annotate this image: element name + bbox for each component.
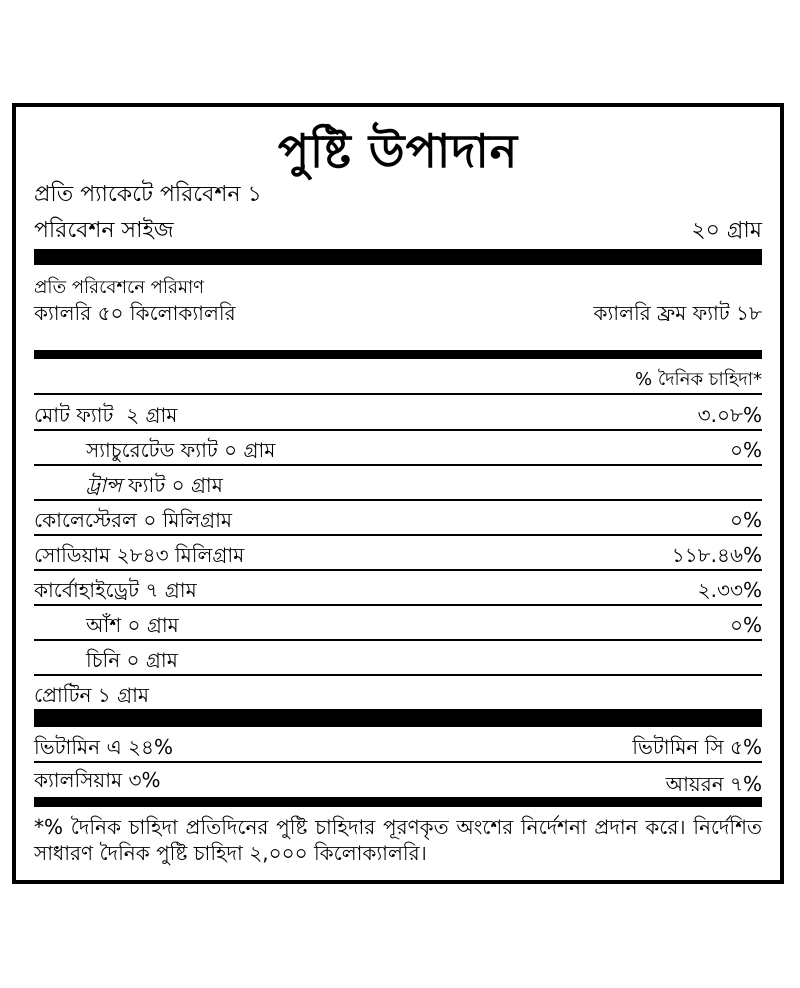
nutrient-amount: ০ গ্রাম bbox=[126, 648, 178, 672]
nutrient-amount: ফ্যাট ০ গ্রাম bbox=[128, 473, 223, 497]
thick-divider bbox=[34, 709, 762, 727]
servings-per-packet: প্রতি প্যাকেটে পরিবেশন ১ bbox=[34, 182, 262, 207]
row-divider bbox=[34, 429, 762, 431]
vitamin-c: ভিটামিন সি ৫% bbox=[632, 735, 762, 759]
row-divider bbox=[34, 604, 762, 606]
nutrient-amount: ২ গ্রাম bbox=[126, 403, 178, 427]
nutrition-label bbox=[12, 103, 784, 884]
nutrient-dv: ২.৩৩% bbox=[697, 578, 762, 602]
thick-divider bbox=[34, 249, 762, 265]
iron: আয়রন ৭% bbox=[665, 772, 762, 796]
row-divider bbox=[34, 674, 762, 676]
nutrient-dv: ০% bbox=[729, 508, 762, 532]
nutrient-name: ট্রান্স bbox=[86, 473, 122, 497]
row-divider bbox=[34, 569, 762, 571]
nutrient-amount: ০ মিলিগ্রাম bbox=[143, 508, 233, 532]
medium-divider bbox=[34, 797, 762, 807]
nutrient-amount: ০ গ্রাম bbox=[127, 613, 179, 637]
calories-from-fat: ক্যালরি ফ্রম ফ্যাট ১৮ bbox=[593, 301, 762, 325]
row-divider bbox=[34, 464, 762, 466]
nutrient-amount: ২৮৪৩ মিলিগ্রাম bbox=[116, 543, 245, 567]
label-title: পুষ্টি উপাদান bbox=[277, 124, 519, 178]
nutrient-amount: ১ গ্রাম bbox=[97, 683, 149, 707]
calcium: ক্যালসিয়াম ৩% bbox=[34, 768, 161, 792]
footnote: *% দৈনিক চাহিদা প্রতিদিনের পুষ্টি চাহিদার পূরণকৃত অংশের নির্দেশনা প্রদান করে। নির্দেশিত সাধারণ দৈনিক পুষ্টি চাহিদা ২,০০০ কিলোক্যালরি। bbox=[34, 815, 762, 865]
row-divider bbox=[34, 393, 762, 395]
nutrient-name: সোডিয়াম bbox=[34, 543, 111, 567]
serving-size-label: পরিবেশন সাইজ bbox=[34, 218, 174, 243]
amount-per-serving: প্রতি পরিবেশনে পরিমাণ bbox=[34, 277, 205, 298]
row-divider bbox=[34, 639, 762, 641]
nutrient-dv: ০% bbox=[729, 438, 762, 462]
medium-divider bbox=[34, 350, 762, 359]
nutrient-amount: ০ গ্রাম bbox=[224, 438, 276, 462]
nutrient-name: কার্বোহাইড্রেট bbox=[34, 578, 140, 602]
nutrient-amount: ৭ গ্রাম bbox=[145, 578, 197, 602]
nutrient-dv: ০% bbox=[729, 613, 762, 637]
row-divider bbox=[34, 534, 762, 536]
nutrient-name: স্যাচুরেটেড ফ্যাট bbox=[86, 438, 218, 462]
nutrient-name: প্রোটিন bbox=[34, 683, 92, 707]
nutrient-name: কোলেস্টেরল bbox=[34, 508, 137, 532]
nutrient-name: আঁশ bbox=[86, 613, 122, 637]
nutrient-name: মোট ফ্যাট bbox=[34, 403, 114, 427]
vitamin-a: ভিটামিন এ ২৪% bbox=[34, 735, 174, 759]
calories-value: ক্যালরি ৫০ কিলোক্যালরি bbox=[34, 301, 236, 325]
row-divider bbox=[34, 499, 762, 501]
daily-value-header: % দৈনিক চাহিদা* bbox=[635, 369, 762, 390]
row-divider bbox=[34, 761, 762, 763]
nutrient-name: চিনি bbox=[86, 648, 121, 672]
serving-size-value: ২০ গ্রাম bbox=[691, 218, 762, 243]
nutrient-dv: ৩.০৮% bbox=[697, 403, 762, 427]
nutrient-dv: ১১৮.৪৬% bbox=[671, 543, 762, 567]
